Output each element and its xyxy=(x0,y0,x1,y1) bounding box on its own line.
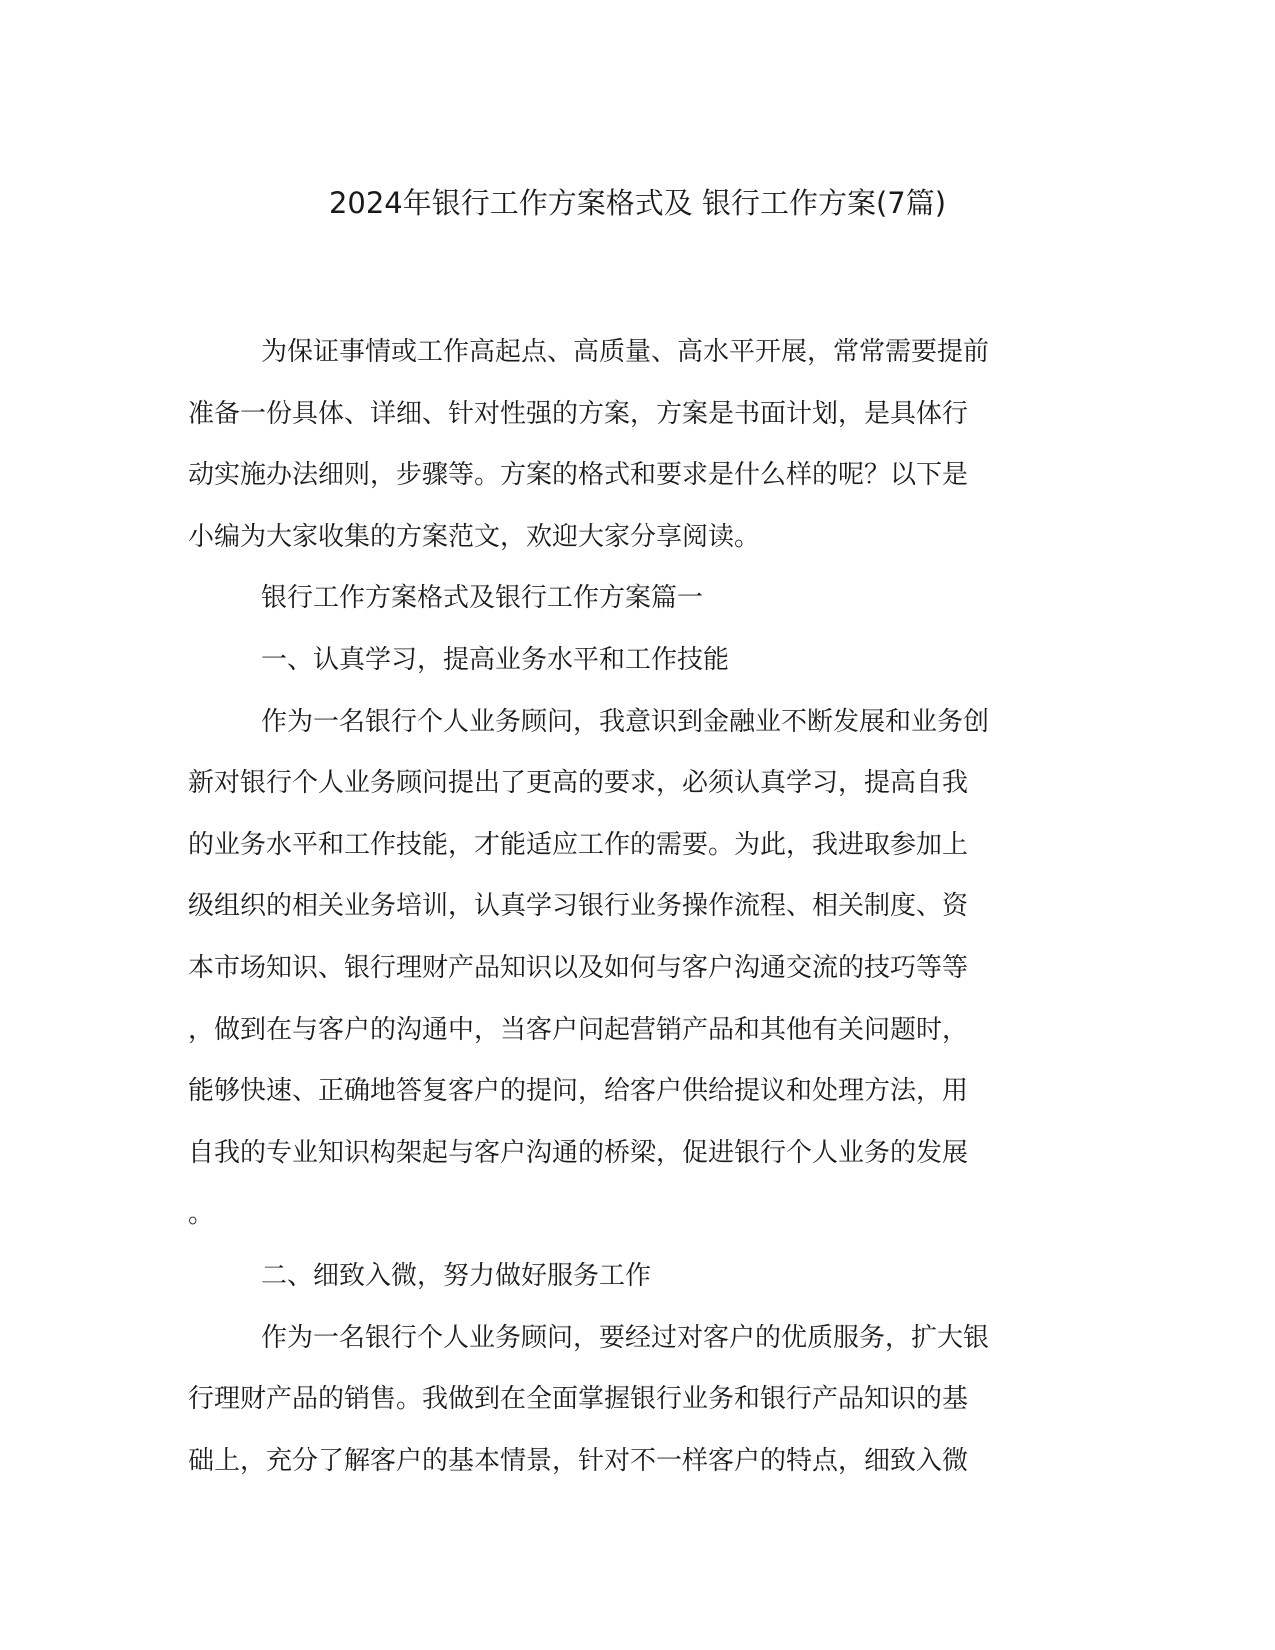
body-line: 作为一名银行个人业务顾问，要经过对客户的优质服务，扩大银 xyxy=(261,1322,990,1353)
document-title: 2024年银行工作方案格式及 银行工作方案(7篇) xyxy=(328,186,947,220)
body-line: 作为一名银行个人业务顾问，我意识到金融业不断发展和业务创 xyxy=(261,706,990,737)
body-line: 二、细致入微，努力做好服务工作 xyxy=(261,1260,652,1291)
body-line: 小编为大家收集的方案范文，欢迎大家分享阅读。 xyxy=(188,521,761,552)
body-line: 为保证事情或工作高起点、高质量、高水平开展，常常需要提前 xyxy=(261,337,990,367)
body-line: 新对银行个人业务顾问提出了更高的要求，必须认真学习，提高自我 xyxy=(188,768,969,799)
body-line: 本市场知识、银行理财产品知识以及如何与客户沟通交流的技巧等等 xyxy=(188,952,969,983)
document-body xyxy=(188,322,1078,1492)
body-line: 础上，充分了解客户的基本情景，针对不一样客户的特点，细致入微 xyxy=(188,1445,969,1476)
body-line: 级组织的相关业务培训，认真学习银行业务操作流程、相关制度、资 xyxy=(188,891,969,922)
body-line: 能够快速、正确地答复客户的提问，给客户供给提议和处理方法，用 xyxy=(188,1076,969,1107)
body-line: ，做到在与客户的沟通中，当客户问起营销产品和其他有关问题时， xyxy=(188,1014,969,1045)
body-line: 行理财产品的销售。我做到在全面掌握银行业务和银行产品知识的基 xyxy=(188,1384,969,1415)
body-line: 准备一份具体、详细、针对性强的方案，方案是书面计划，是具体行 xyxy=(188,398,969,429)
body-line: 的业务水平和工作技能，才能适应工作的需要。为此，我进取参加上 xyxy=(188,829,969,860)
body-line: 。 xyxy=(188,1199,215,1230)
body-line: 自我的专业知识构架起与客户沟通的桥梁，促进银行个人业务的发展 xyxy=(188,1137,969,1168)
body-line: 一、认真学习，提高业务水平和工作技能 xyxy=(261,644,730,675)
body-line: 动实施办法细则，步骤等。方案的格式和要求是什么样的呢？以下是 xyxy=(188,460,969,491)
body-line: 银行工作方案格式及银行工作方案篇一 xyxy=(261,583,704,614)
